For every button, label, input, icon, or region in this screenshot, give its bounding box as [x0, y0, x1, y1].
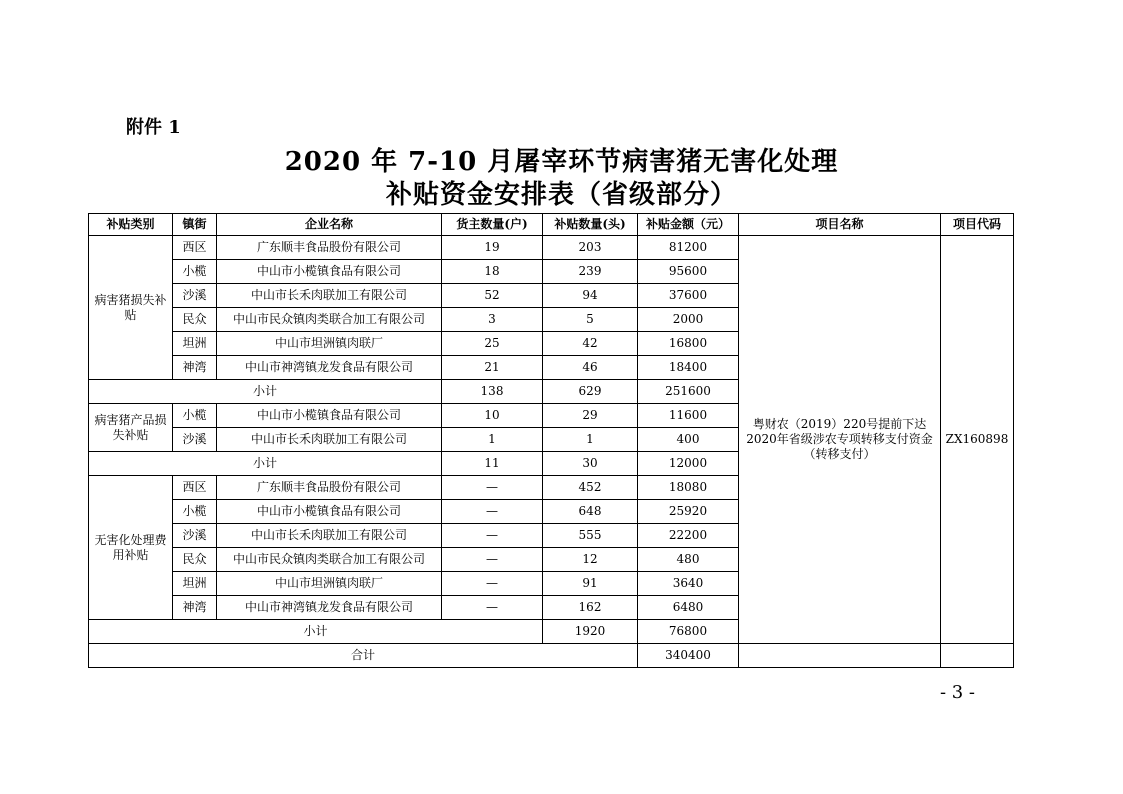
category-cell: 病害猪产品损失补贴: [89, 404, 173, 452]
project-code-cell: ZX160898: [941, 236, 1014, 644]
subtotal-amount: 251600: [638, 380, 739, 404]
owners-cell: 3: [442, 308, 543, 332]
company-cell: 中山市神湾镇龙发食品有限公司: [217, 356, 442, 380]
page-title-line-1: 2020 年 7-10 月屠宰环节病害猪无害化处理: [284, 147, 839, 177]
header-project-code: 项目代码: [941, 214, 1014, 236]
subtotal-amount: 12000: [638, 452, 739, 476]
amount-cell: 11600: [638, 404, 739, 428]
heads-cell: 239: [543, 260, 638, 284]
town-cell: 西区: [173, 236, 217, 260]
town-cell: 坦洲: [173, 572, 217, 596]
heads-cell: 29: [543, 404, 638, 428]
company-cell: 中山市民众镇肉类联合加工有限公司: [217, 548, 442, 572]
company-cell: 中山市神湾镇龙发食品有限公司: [217, 596, 442, 620]
company-cell: 中山市长禾肉联加工有限公司: [217, 524, 442, 548]
amount-cell: 22200: [638, 524, 739, 548]
company-cell: 中山市坦洲镇肉联厂: [217, 332, 442, 356]
company-cell: 广东顺丰食品股份有限公司: [217, 236, 442, 260]
amount-cell: 18080: [638, 476, 739, 500]
header-town: 镇街: [173, 214, 217, 236]
total-project-empty: [739, 644, 941, 668]
heads-cell: 42: [543, 332, 638, 356]
heads-cell: 1: [543, 428, 638, 452]
company-cell: 中山市长禾肉联加工有限公司: [217, 428, 442, 452]
town-cell: 民众: [173, 548, 217, 572]
subtotal-heads: 30: [543, 452, 638, 476]
owners-cell: —: [442, 524, 543, 548]
company-cell: 中山市小榄镇食品有限公司: [217, 500, 442, 524]
subtotal-heads: 1920: [543, 620, 638, 644]
subtotal-label: 小计: [89, 380, 442, 404]
heads-cell: 94: [543, 284, 638, 308]
company-cell: 中山市坦洲镇肉联厂: [217, 572, 442, 596]
company-cell: 广东顺丰食品股份有限公司: [217, 476, 442, 500]
town-cell: 坦洲: [173, 332, 217, 356]
amount-cell: 2000: [638, 308, 739, 332]
town-cell: 小榄: [173, 500, 217, 524]
page-number: - 3 -: [939, 682, 975, 703]
subsidy-table: [88, 213, 1014, 668]
town-cell: 沙溪: [173, 284, 217, 308]
subtotal-owners: 11: [442, 452, 543, 476]
subtotal-label: 小计: [89, 452, 442, 476]
owners-cell: —: [442, 572, 543, 596]
amount-cell: 37600: [638, 284, 739, 308]
owners-cell: 21: [442, 356, 543, 380]
company-cell: 中山市民众镇肉类联合加工有限公司: [217, 308, 442, 332]
town-cell: 神湾: [173, 596, 217, 620]
amount-cell: 400: [638, 428, 739, 452]
owners-cell: 52: [442, 284, 543, 308]
total-label: 合计: [89, 644, 638, 668]
amount-cell: 480: [638, 548, 739, 572]
total-row: [89, 644, 1014, 668]
heads-cell: 555: [543, 524, 638, 548]
town-cell: 沙溪: [173, 428, 217, 452]
heads-cell: 46: [543, 356, 638, 380]
total-amount: 340400: [638, 644, 739, 668]
header-company: 企业名称: [217, 214, 442, 236]
owners-cell: —: [442, 476, 543, 500]
total-code-empty: [941, 644, 1014, 668]
page-title-line-2: 补贴资金安排表（省级部分）: [385, 180, 737, 210]
owners-cell: 18: [442, 260, 543, 284]
owners-cell: —: [442, 596, 543, 620]
amount-cell: 81200: [638, 236, 739, 260]
owners-cell: 19: [442, 236, 543, 260]
owners-cell: 10: [442, 404, 543, 428]
amount-cell: 25920: [638, 500, 739, 524]
company-cell: 中山市小榄镇食品有限公司: [217, 260, 442, 284]
table-row: [89, 236, 1014, 260]
owners-cell: 1: [442, 428, 543, 452]
heads-cell: 203: [543, 236, 638, 260]
attachment-label: 附件 1: [126, 117, 181, 138]
header-owners: 货主数量(户): [442, 214, 543, 236]
header-category: 补贴类别: [89, 214, 173, 236]
owners-cell: —: [442, 548, 543, 572]
amount-cell: 3640: [638, 572, 739, 596]
heads-cell: 452: [543, 476, 638, 500]
owners-cell: 25: [442, 332, 543, 356]
amount-cell: 18400: [638, 356, 739, 380]
heads-cell: 162: [543, 596, 638, 620]
amount-cell: 6480: [638, 596, 739, 620]
header-amount: 补贴金额（元）: [638, 214, 739, 236]
subtotal-owners: 138: [442, 380, 543, 404]
heads-cell: 91: [543, 572, 638, 596]
header-project-name: 项目名称: [739, 214, 941, 236]
subtotal-heads: 629: [543, 380, 638, 404]
amount-cell: 95600: [638, 260, 739, 284]
company-cell: 中山市小榄镇食品有限公司: [217, 404, 442, 428]
category-cell: 无害化处理费用补贴: [89, 476, 173, 620]
company-cell: 中山市长禾肉联加工有限公司: [217, 284, 442, 308]
table-header-row: [89, 214, 1014, 236]
owners-cell: —: [442, 500, 543, 524]
project-name-cell: 粤财农（2019）220号提前下达2020年省级涉农专项转移支付资金（转移支付）: [739, 236, 941, 644]
town-cell: 沙溪: [173, 524, 217, 548]
amount-cell: 16800: [638, 332, 739, 356]
heads-cell: 5: [543, 308, 638, 332]
category-cell: 病害猪损失补贴: [89, 236, 173, 380]
header-heads: 补贴数量(头): [543, 214, 638, 236]
town-cell: 神湾: [173, 356, 217, 380]
heads-cell: 12: [543, 548, 638, 572]
town-cell: 小榄: [173, 260, 217, 284]
subtotal-amount: 76800: [638, 620, 739, 644]
town-cell: 西区: [173, 476, 217, 500]
heads-cell: 648: [543, 500, 638, 524]
subtotal-label: 小计: [89, 620, 543, 644]
town-cell: 民众: [173, 308, 217, 332]
town-cell: 小榄: [173, 404, 217, 428]
